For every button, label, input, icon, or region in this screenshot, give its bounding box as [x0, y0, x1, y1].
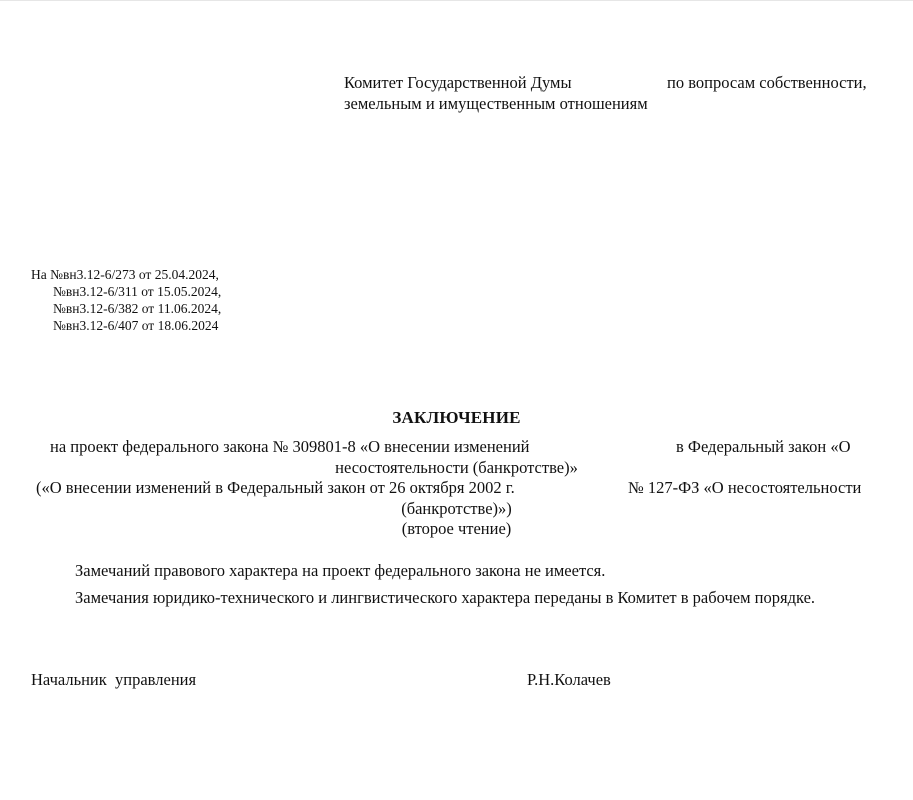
addressee-line-1-left: Комитет Государственной Думы: [344, 73, 572, 92]
reference-line: №вн3.12-6/311 от 15.05.2024,: [53, 284, 222, 299]
subject-line-1-right: в Федеральный закон «О: [676, 437, 851, 456]
document-title: ЗАКЛЮЧЕНИЕ: [392, 408, 521, 427]
signer-name: Р.Н.Колачев: [527, 670, 611, 689]
subject-line-5: (второе чтение): [401, 519, 512, 538]
addressee-line-2: земельным и имущественным отношениям: [344, 94, 648, 113]
reference-line: №вн3.12-6/382 от 11.06.2024,: [53, 301, 222, 316]
subject-line-3-left: («О внесении изменений в Федеральный закон от 26 октября 2002 г.: [36, 478, 515, 497]
page-top-border: [0, 0, 913, 1]
addressee-line-1-right: по вопросам собственности,: [667, 73, 867, 92]
paragraph: Замечания юридико-технического и лингвистического характера переданы в Комитет в рабочем порядке.: [75, 588, 816, 607]
subject-line-4: (банкротстве)»): [401, 499, 512, 518]
signer-position: Начальник управления: [31, 670, 197, 689]
paragraph: Замечаний правового характера на проект федерального закона не имеется.: [75, 561, 606, 580]
subject-line-1-left: на проект федерального закона № 309801-8 «О внесении изменений: [50, 437, 530, 456]
reference-line: На №вн3.12-6/273 от 25.04.2024,: [31, 267, 219, 282]
reference-line: №вн3.12-6/407 от 18.06.2024: [53, 318, 219, 333]
subject-line-2: несостоятельности (банкротстве)»: [335, 458, 578, 477]
subject-line-3-right: № 127-ФЗ «О несостоятельности: [628, 478, 862, 497]
